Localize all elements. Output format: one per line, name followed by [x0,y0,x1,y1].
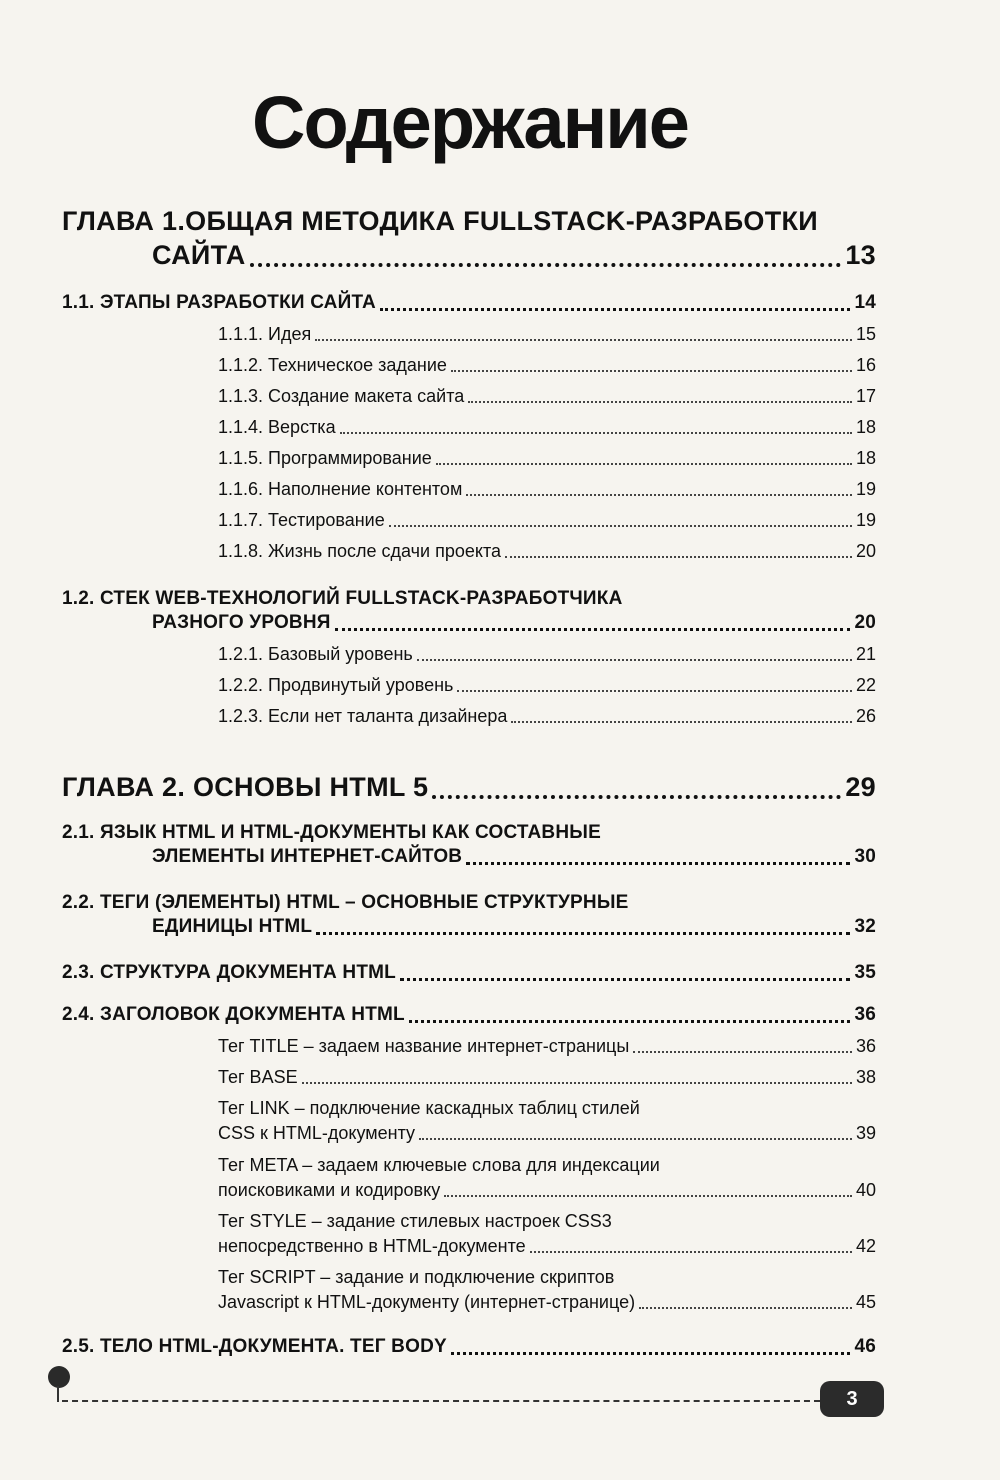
page-number: 30 [854,846,876,867]
meta-tag-title-line2: поисковиками и кодировку [218,1180,441,1200]
dot-leader [466,862,850,865]
dot-leader [451,1352,851,1355]
link-tag-title-line2: CSS к HTML-документу [218,1123,416,1143]
page-number: 14 [854,292,876,313]
page-number: 40 [855,1180,876,1200]
page-number: 20 [855,541,876,561]
chapter-1-title-line2: САЙТА [152,240,246,270]
entry-label: 1.2.3. Если нет таланта дизайнера [218,706,508,726]
page-number: 18 [855,448,876,468]
toc-entry-1-1[interactable] [62,292,876,314]
dot-leader [389,525,852,527]
section-2-2-title-line1: 2.2. ТЕГИ (ЭЛЕМЕНТЫ) HTML – ОСНОВНЫЕ СТРУКТУРНЫЕ [62,892,629,913]
entry-label: Тег BASE [218,1067,298,1087]
dot-leader [530,1251,852,1253]
dot-leader [250,263,842,267]
script-tag-title-line1: Тег SCRIPT – задание и подключение скриптов [218,1267,615,1287]
toc-entry-1-1-5[interactable] [218,448,876,469]
dot-leader [511,721,852,723]
page-number-badge: 3 [820,1381,884,1417]
entry-label: 1.1.7. Тестирование [218,510,385,530]
dot-leader [409,1020,851,1023]
toc-entry-2-3[interactable] [62,962,876,984]
entry-label: 1.2.2. Продвинутый уровень [218,675,454,695]
toc-entry-1-2-3[interactable] [218,706,876,727]
section-2-2-title-line2: ЕДИНИЦЫ HTML [152,916,313,937]
entry-label: 1.1.5. Программирование [218,448,432,468]
toc-entry-style-tag[interactable] [218,1236,876,1257]
toc-entry-1-2-2[interactable] [218,675,876,696]
toc-entry-link-tag[interactable] [218,1123,876,1144]
dot-leader [432,795,841,799]
link-tag-title-line1: Тег LINK – подключение каскадных таблиц стилей [218,1098,640,1118]
entry-label: 1.1.1. Идея [218,324,312,344]
page-number: 45 [855,1292,876,1312]
page-number: 35 [854,962,876,983]
entry-label: 1.1.2. Техническое задание [218,355,447,375]
dot-leader [380,308,850,311]
toc-entry-1-2[interactable] [152,612,876,634]
style-tag-title-line1: Тег STYLE – задание стилевых настроек CSS3 [218,1211,612,1231]
toc-entry-2-1[interactable] [152,846,876,868]
page-number: 21 [855,644,876,664]
toc-entry-title-tag[interactable] [218,1036,876,1057]
toc-entry-1-2-1[interactable] [218,644,876,665]
chapter-1-title-line1: ГЛАВА 1.ОБЩАЯ МЕТОДИКА FULLSTACK-РАЗРАБОТКИ [62,206,818,236]
dot-leader [466,494,852,496]
dot-leader [302,1082,852,1084]
entry-label: 1.1.6. Наполнение контентом [218,479,463,499]
page-number: 15 [855,324,876,344]
page-number: 20 [854,612,876,633]
dot-leader [315,339,852,341]
footer-stem [57,1386,59,1402]
section-2-1-title-line2: ЭЛЕМЕНТЫ ИНТЕРНЕТ-САЙТОВ [152,846,463,867]
page-number: 36 [854,1004,876,1025]
page-number: 42 [855,1236,876,1256]
page-number: 19 [855,479,876,499]
page-number: 26 [855,706,876,726]
entry-label: 2.5. ТЕЛО HTML-ДОКУМЕНТА. ТЕГ BODY [62,1336,447,1357]
entry-label: Тег TITLE – задаем название интернет-страницы [218,1036,630,1056]
page-number: 19 [855,510,876,530]
toc-entry-1-1-2[interactable] [218,355,876,376]
page-number: 39 [855,1123,876,1143]
toc-entry-2-2[interactable] [152,916,876,938]
dot-leader [451,370,852,372]
style-tag-title-line2: непосредственно в HTML-документе [218,1236,526,1256]
toc-entry-chapter-1[interactable] [152,240,876,271]
page-number: 22 [855,675,876,695]
page-number: 36 [855,1036,876,1056]
toc-entry-chapter-2[interactable] [62,772,876,803]
page-number: 16 [855,355,876,375]
page-number: 13 [845,240,876,270]
page-number: 29 [845,772,876,802]
dot-leader [639,1307,852,1309]
toc-entry-script-tag[interactable] [218,1292,876,1313]
dot-leader [417,659,852,661]
toc-entry-1-1-8[interactable] [218,541,876,562]
entry-label: 1.1. ЭТАПЫ РАЗРАБОТКИ САЙТА [62,292,376,313]
entry-label: 1.1.3. Создание макета сайта [218,386,465,406]
dot-leader [316,932,850,935]
page-number: 17 [855,386,876,406]
dot-leader [468,401,852,403]
script-tag-title-line2: Javascript к HTML-документу (интернет-странице) [218,1292,636,1312]
dot-leader [633,1051,852,1053]
footer-dashed-rule [62,1400,820,1402]
page-number: 46 [854,1336,876,1357]
page-number: 18 [855,417,876,437]
section-1-2-title-line2: РАЗНОГО УРОВНЯ [152,612,331,633]
entry-label: 1.2.1. Базовый уровень [218,644,413,664]
toc-entry-1-1-6[interactable] [218,479,876,500]
page-number: 38 [855,1067,876,1087]
toc-entry-meta-tag[interactable] [218,1180,876,1201]
dot-leader [335,628,851,631]
page-title: Содержание [252,81,688,164]
toc-entry-1-1-7[interactable] [218,510,876,531]
entry-label: 2.3. СТРУКТУРА ДОКУМЕНТА HTML [62,962,396,983]
entry-label: 2.4. ЗАГОЛОВОК ДОКУМЕНТА HTML [62,1004,405,1025]
toc-entry-2-5[interactable] [62,1336,876,1358]
entry-label: ГЛАВА 2. ОСНОВЫ HTML 5 [62,772,429,802]
dot-leader [457,690,852,692]
page-number: 32 [854,916,876,937]
toc-entry-1-1-1[interactable] [218,324,876,345]
section-1-2-title-line1: 1.2. СТЕК WEB-ТЕХНОЛОГИЙ FULLSTACK-РАЗРАБОТЧИКА [62,588,623,609]
entry-label: 1.1.4. Верстка [218,417,336,437]
footer-bullet-icon [48,1366,70,1388]
toc-entry-1-1-3[interactable] [218,386,876,407]
dot-leader [340,432,852,434]
toc-entry-2-4[interactable] [62,1004,876,1026]
dot-leader [436,463,852,465]
dot-leader [400,978,850,981]
dot-leader [505,556,852,558]
section-2-1-title-line1: 2.1. ЯЗЫК HTML И HTML-ДОКУМЕНТЫ КАК СОСТАВНЫЕ [62,822,601,843]
entry-label: 1.1.8. Жизнь после сдачи проекта [218,541,502,561]
toc-entry-1-1-4[interactable] [218,417,876,438]
toc-entry-base-tag[interactable] [218,1067,876,1088]
meta-tag-title-line1: Тег META – задаем ключевые слова для индексации [218,1155,660,1175]
dot-leader [444,1195,852,1197]
dot-leader [419,1138,852,1140]
